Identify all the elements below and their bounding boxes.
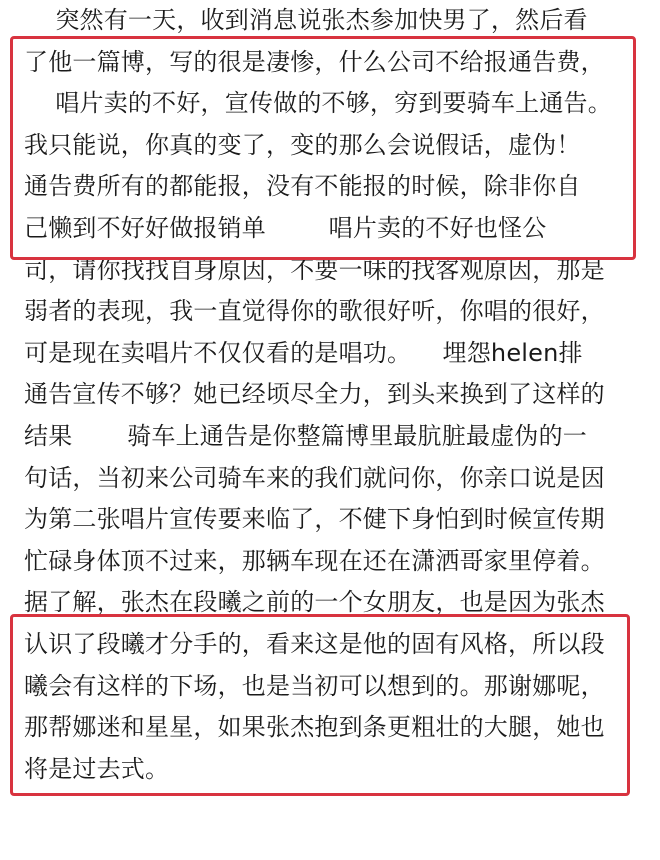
article-line-3: 唱片卖的不好，宣传做的不够，穷到要骑车上通告。: [24, 89, 612, 118]
highlight-box-top: [10, 36, 636, 260]
article-line-10: 通告宣传不够？她已经顷尽全力，到头来换到了这样的: [24, 380, 605, 409]
article-line-18: 那帮娜迷和星星，如果张杰抱到条更粗壮的大腿，她也: [24, 713, 605, 742]
article-line-19: 将是过去式。: [24, 754, 170, 783]
article-line-8: 弱者的表现，我一直觉得你的歌很好听，你唱的很好，: [24, 297, 605, 326]
article-line-12: 句话，当初来公司骑车来的我们就问你，你亲口说是因: [24, 463, 605, 492]
article-line-1: 突然有一天，收到消息说张杰参加快男了，然后看: [24, 6, 588, 34]
article-line-13: 为第二张唱片宣传要来临了，不健下身怕到时候宣传期: [24, 505, 605, 534]
article-line-2: 了他一篇博，写的很是凄惨，什么公司不给报通告费，: [24, 47, 605, 76]
article-line-11: 结果 骑车上通告是你整篇博里最肮脏最虚伪的一: [24, 422, 588, 450]
article-line-14: 忙碌身体顶不过来，那辆车现在还在潇洒哥家里停着。: [24, 546, 605, 575]
article-line-9: 可是现在卖唱片不仅仅看的是唱功。 埋怨helen排: [24, 338, 583, 367]
article-line-4: 我只能说，你真的变了，变的那么会说假话，虚伪！: [24, 130, 581, 159]
article-line-7: 司，请你找找自身原因，不要一味的找客观原因，那是: [24, 255, 605, 284]
article-line-17: 曦会有这样的下场，也是当初可以想到的。那谢娜呢，: [24, 671, 605, 700]
highlight-box-bottom: [10, 614, 630, 796]
article-line-6: 己懒到不好好做报销单 唱片卖的不好也怪公: [24, 214, 547, 242]
article-line-16: 认识了段曦才分手的，看来这是他的固有风格，所以段: [24, 630, 605, 658]
article-line-15: 据了解，张杰在段曦之前的一个女朋友，也是因为张杰: [24, 588, 605, 617]
article-line-5: 通告费所有的都能报，没有不能报的时候，除非你自: [24, 172, 581, 201]
